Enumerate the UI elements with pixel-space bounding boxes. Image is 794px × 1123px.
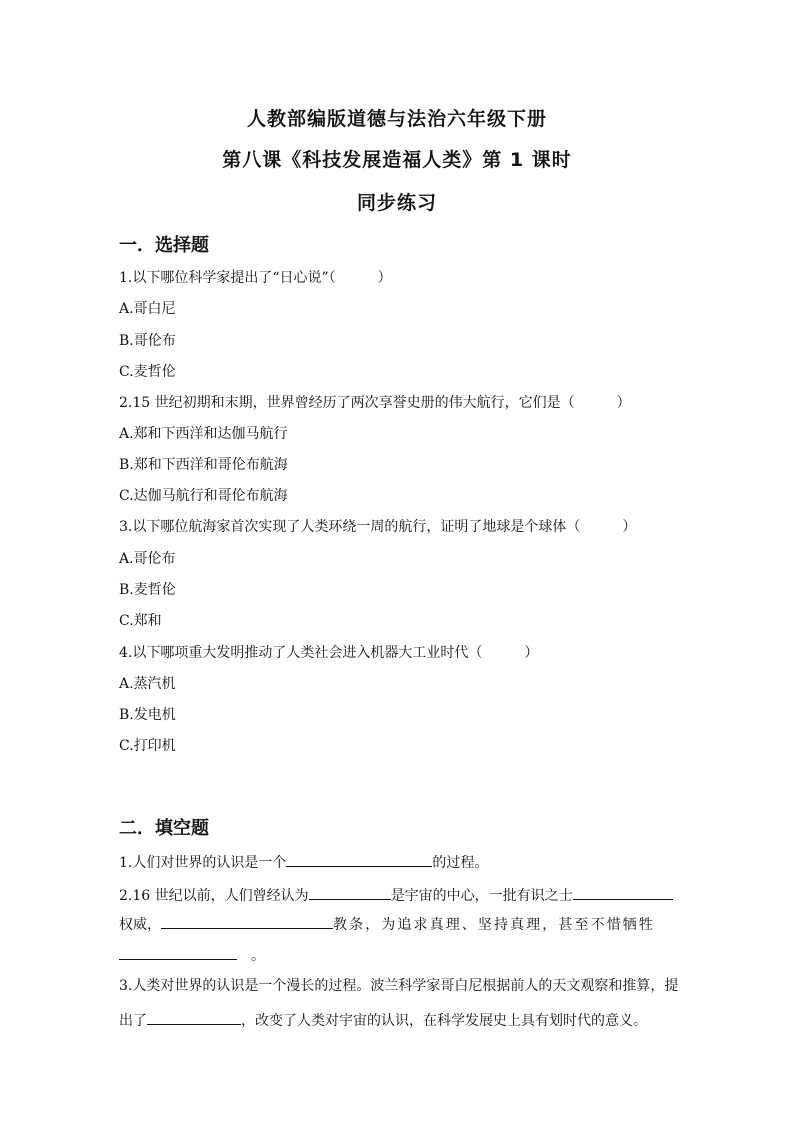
question-4: 4.以下哪项重大发明推动了人类社会进入机器大工业时代（ ） [119,645,539,661]
question-2-option-c: C.达伽马航行和哥伦布航海 [119,488,288,504]
question-3-option-c: C.郑和 [119,613,162,629]
exercise-title: 同步练习 [356,192,437,214]
fill-question-3-after: ，改变了人类对宇宙的认识，在科学发展史上具有划时代的意义。 [241,1013,647,1029]
question-2-option-b: B.郑和下西洋和哥伦布航海 [119,457,288,473]
fill-question-2-part1: 2.16 世纪以前，人们曾经认为 [119,888,309,904]
answer-blank[interactable] [119,945,237,960]
lesson-title: 第八课《科技发展造福人类》第 1 课时 [222,149,572,171]
section-heading-fill: 二．填空题 [119,818,209,839]
question-4-option-b: B.发电机 [119,707,176,723]
question-4-option-a: A.蒸汽机 [119,676,176,692]
question-4-option-c: C.打印机 [119,738,176,754]
question-1-option-a: A.哥白尼 [119,301,176,317]
fill-question-3-line2 [119,1010,647,1030]
document-title: 人教部编版道德与法治六年级下册 [246,108,547,130]
fill-question-2-part4: 教条，为追求真理、坚持真理，甚至不惜牺牲 [333,917,655,933]
question-3-option-a: A.哥伦布 [119,551,176,567]
fill-question-2-line2 [119,914,655,934]
question-1-option-c: C.麦哲伦 [119,364,176,380]
question-3: 3.以下哪位航海家首次实现了人类环绕一周的航行，证明了地球是个球体（ ） [119,519,637,535]
answer-blank[interactable] [286,852,432,867]
section-heading-choice: 一．选择题 [119,235,209,256]
question-2-option-a: A.郑和下西洋和达伽马航行 [119,426,288,442]
answer-blank[interactable] [161,914,333,929]
fill-question-2-line1 [119,885,673,905]
fill-question-2-part2: 是宇宙的中心，一批有识之士 [390,888,573,904]
question-3-option-b: B.麦哲伦 [119,582,176,598]
fill-question-2-part3: 权威， [119,917,161,933]
fill-question-1-after: 的过程。 [432,855,489,871]
question-1: 1.以下哪位科学家提出了“日心说”（ ） [119,270,392,286]
fill-question-2-part5: 。 [251,948,265,964]
fill-question-3-before: 出了 [119,1013,147,1029]
fill-question-3-line1: 3.人类对世界的认识是一个漫长的过程。波兰科学家哥白尼根据前人的天文观察和推算，提 [119,978,679,994]
question-2: 2.15 世纪初期和末期，世界曾经历了两次享誉史册的伟大航行，它们是（ ） [119,395,631,411]
answer-blank[interactable] [147,1010,241,1025]
fill-question-1 [119,852,488,872]
question-1-option-b: B.哥伦布 [119,333,176,349]
answer-blank[interactable] [573,885,673,900]
fill-question-1-before: 1.人们对世界的认识是一个 [119,855,287,871]
fill-question-2-line3 [119,945,265,965]
answer-blank[interactable] [309,885,391,900]
